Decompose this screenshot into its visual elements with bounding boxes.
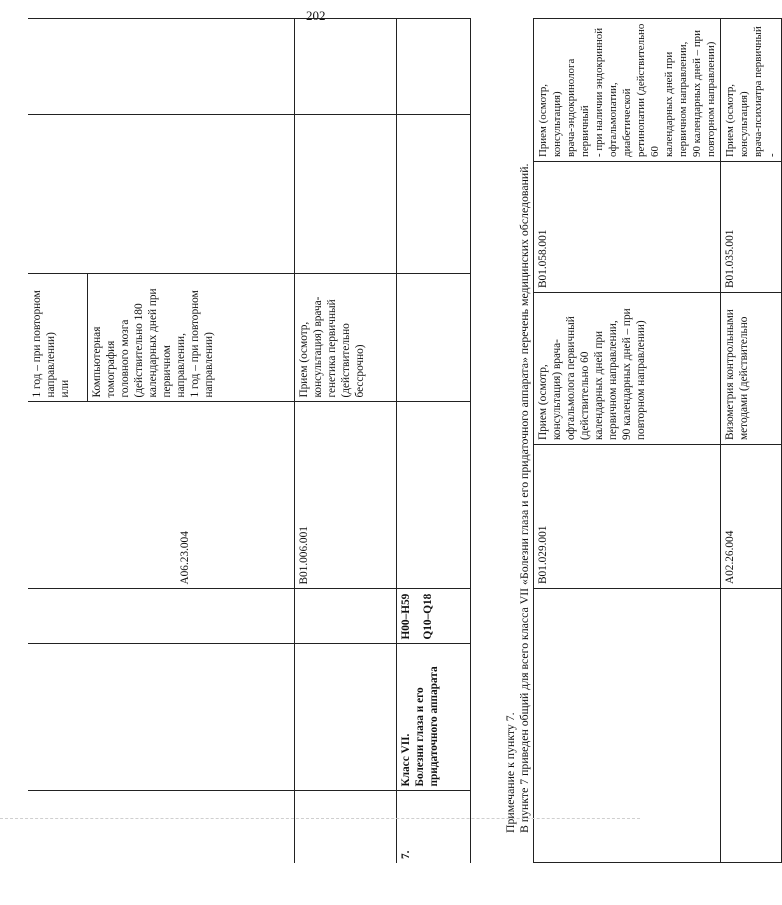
exam-description: Компьютерная томография головного мозга (действительно 180 календарных дней при первичном направлении, 1 год – при повторном направлении) — [91, 288, 215, 398]
exam-code-cell — [294, 402, 396, 589]
exam-description: Прием (осмотр, консультация) врача- генетика первичный (действительно бессрочно) — [294, 274, 396, 402]
exam-code: A02.26.004 — [721, 445, 782, 589]
note-to-item-7 — [503, 18, 531, 833]
icd-code-ranges: H00–H59 Q10–Q18 — [396, 589, 470, 644]
exam-code: B01.006.001 — [297, 526, 310, 585]
exam-text-top: 1 год – при повторном направлении) или — [28, 275, 88, 402]
exam-code: B01.035.001 — [721, 162, 782, 293]
rotated-page-content — [28, 18, 778, 863]
table-row — [28, 19, 294, 863]
exam-description: Прием (осмотр, консультация) врача-психиатра первичный - — [721, 19, 782, 162]
examinations-table-continued — [28, 19, 471, 864]
exam-description: Прием (осмотр, консультация) врача-эндокринолога первичный - при наличии эндокринной офтальмопатии, диабетической ретинопатии (действительно 60 календарных дней при первичном направлении, 90 календарных дней – при повторном направлении) — [534, 19, 721, 162]
exam-description: Визометрия контрольными методами (действительно — [721, 293, 782, 445]
exam-code: B01.029.001 — [534, 445, 721, 589]
disease-class-title: Класс VII. Болезни глаза и его придаточного аппарата — [396, 644, 470, 791]
note-text: В пункте 7 приведен общий для всего класса VII «Болезни глаза и его придаточного аппарата» перечень медицинских обследований. — [517, 163, 531, 833]
table-row — [396, 19, 470, 863]
exam-code: A06.23.004 — [179, 531, 191, 585]
note-heading: Примечание к пункту 7. — [503, 712, 517, 833]
table-row — [534, 19, 721, 863]
exam-code: B01.058.001 — [534, 162, 721, 293]
exam-code-cell — [28, 402, 294, 589]
table-row — [721, 19, 782, 863]
page-fold-line — [0, 818, 640, 819]
item-number: 7. — [396, 791, 470, 863]
exam-description: Прием (осмотр, консультация) врача- офтальмолога первичный (действительно 60 календарных дней при первичном направлении, 90 календарных дней – при повторном направлении) — [534, 293, 721, 445]
table-row — [294, 19, 396, 863]
page-number: 202 — [306, 8, 326, 23]
examinations-list-table — [533, 18, 782, 863]
